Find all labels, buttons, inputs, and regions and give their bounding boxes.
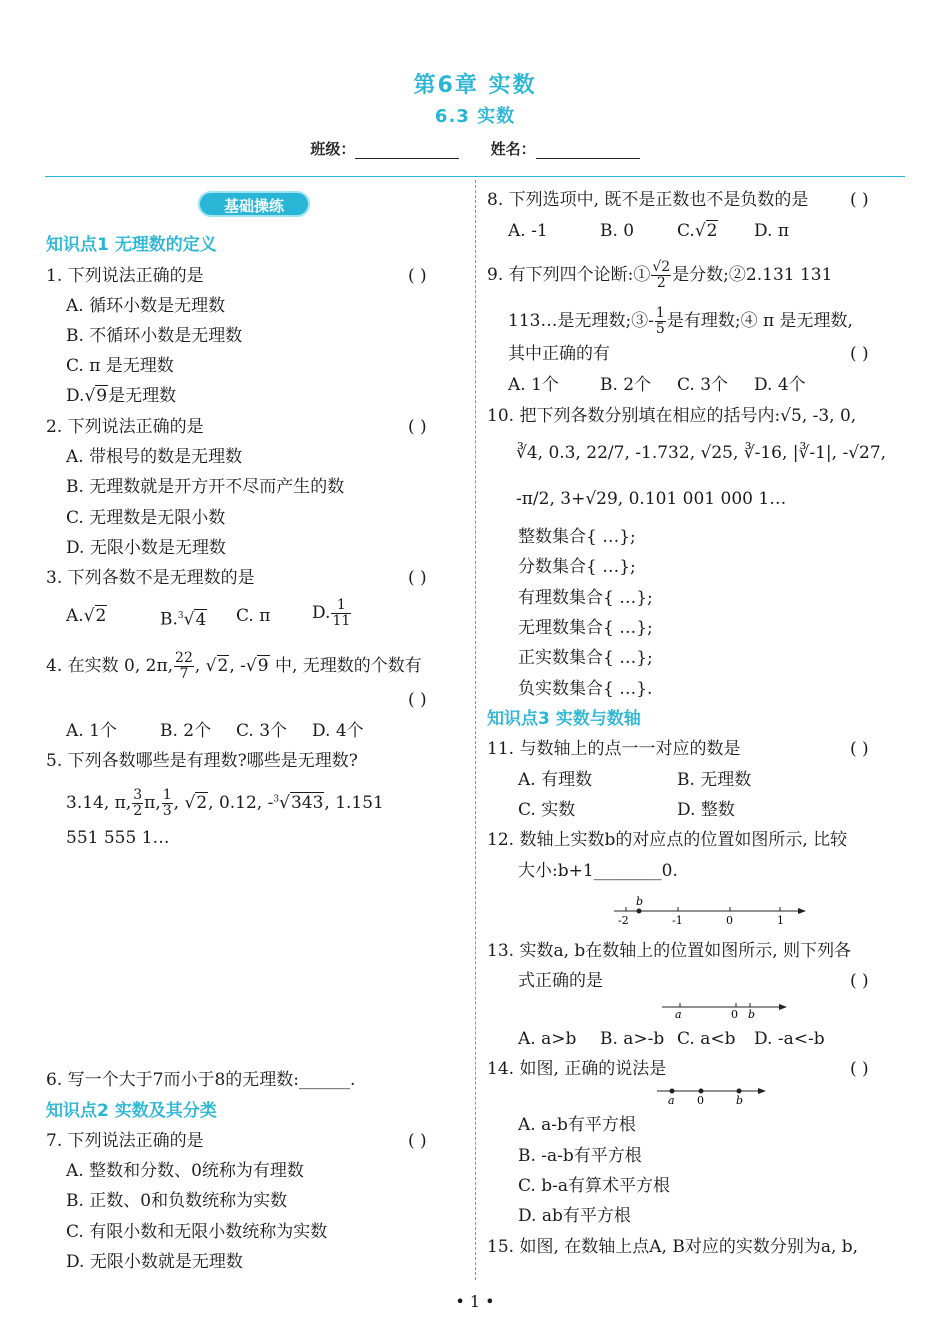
q4-stem: 4. 在实数 0, 2π, $\frac{22}{7}$ , √2, -√9 中, 无理数的个数有	[46, 650, 422, 682]
q9-line1: 9. 有下列四个论断:① $\frac{√2}{2}$ 是分数;②2.131 131	[487, 259, 833, 291]
q14-answer[interactable]: ( )	[850, 1059, 869, 1079]
q8-option-b[interactable]: B. 0	[600, 221, 635, 241]
q3-option-c[interactable]: C. π	[236, 606, 271, 626]
q13-label-b: b	[748, 1008, 756, 1021]
class-label: 班级：	[310, 140, 356, 158]
class-blank[interactable]	[355, 144, 459, 159]
q10-line1: 10. 把下列各数分别填在相应的括号内:√5, -3, 0,	[487, 406, 857, 426]
q3-option-d[interactable]: D. $\frac{1}{11}$	[312, 597, 351, 629]
q14-option-b[interactable]: B. -a-b有平方根	[518, 1146, 642, 1166]
q12-number-line	[610, 893, 810, 927]
q14-number-line	[655, 1082, 770, 1108]
q9-option-d[interactable]: D. 4个	[754, 375, 806, 395]
q5-numbers-line2: 551 555 1…	[66, 828, 170, 848]
q14-stem: 14. 如图, 正确的说法是	[487, 1059, 667, 1079]
q8-option-c[interactable]: C.√2	[677, 221, 718, 241]
q14-label-0: 0	[697, 1094, 704, 1107]
q13-option-a[interactable]: A. a>b	[518, 1029, 577, 1049]
q13-line2: 式正确的是	[518, 971, 603, 991]
q13-option-c[interactable]: C. a<b	[677, 1029, 736, 1049]
q9-line3: 其中正确的有	[508, 344, 610, 364]
q4-option-a[interactable]: A. 1个	[66, 721, 117, 741]
q9-option-b[interactable]: B. 2个	[600, 375, 652, 395]
q13-label-a: a	[675, 1008, 682, 1021]
q3-stem: 3. 下列各数不是无理数的是	[46, 568, 255, 588]
q12-line1: 12. 数轴上实数b的对应点的位置如图所示, 比较	[487, 830, 848, 850]
q12-line2[interactable]: 大小:b+1________0.	[518, 861, 678, 881]
q9-option-a[interactable]: A. 1个	[508, 375, 559, 395]
column-divider	[475, 180, 476, 1280]
q3-option-b[interactable]: B.$^3$√4	[160, 609, 207, 630]
q12-label-b: b	[636, 895, 644, 908]
q4-answer[interactable]: ( )	[408, 690, 427, 710]
q1-option-b[interactable]: B. 不循环小数是无理数	[66, 326, 243, 346]
section-badge: 基础操练	[198, 191, 310, 217]
q14-label-a: a	[668, 1094, 675, 1107]
q10-set-positive-reals[interactable]: 正实数集合{ …};	[518, 648, 653, 668]
q11-stem: 11. 与数轴上的点一一对应的数是	[487, 739, 741, 759]
q9-line2: 113…是无理数;③- $\frac{1}{5}$ 是有理数;④ π 是无理数,	[508, 305, 853, 337]
page-number: • 1 •	[455, 1292, 495, 1311]
q1-option-c[interactable]: C. π 是无理数	[66, 356, 174, 376]
q12-point-b	[637, 909, 642, 914]
name-blank[interactable]	[536, 144, 640, 159]
q3-answer[interactable]: ( )	[408, 568, 427, 588]
q10-set-irrationals[interactable]: 无理数集合{ …};	[518, 618, 653, 638]
q13-option-b[interactable]: B. a>-b	[600, 1029, 665, 1049]
q12-label-0: 0	[726, 914, 733, 927]
class-name-row	[0, 138, 950, 159]
knowledge-point-3: 知识点3 实数与数轴	[487, 709, 641, 729]
q7-option-d[interactable]: D. 无限小数就是无理数	[66, 1252, 243, 1272]
q10-set-rationals[interactable]: 有理数集合{ …};	[518, 588, 653, 608]
q13-option-d[interactable]: D. -a<-b	[754, 1029, 825, 1049]
q8-option-a[interactable]: A. -1	[508, 221, 548, 241]
q11-option-a[interactable]: A. 有理数	[518, 770, 593, 790]
name-label: 姓名：	[490, 140, 536, 158]
q13-number-line	[660, 997, 790, 1023]
q2-option-d[interactable]: D. 无限小数是无理数	[66, 538, 226, 558]
q10-line2: ∛4, 0.3, 22/7, -1.732, √25, ∛-16, |∛-1|, -√27,	[516, 443, 887, 463]
knowledge-point-2: 知识点2 实数及其分类	[46, 1101, 217, 1121]
q2-option-b[interactable]: B. 无理数就是开方开不尽而产生的数	[66, 477, 345, 497]
q2-stem: 2. 下列说法正确的是	[46, 417, 204, 437]
chapter-title: 第6章 实数	[413, 73, 537, 98]
q14-option-c[interactable]: C. b-a有算术平方根	[518, 1176, 670, 1196]
q14-point-b	[737, 1089, 742, 1094]
q14-point-0	[699, 1089, 704, 1094]
q9-option-c[interactable]: C. 3个	[677, 375, 729, 395]
q13-line1: 13. 实数a, b在数轴上的位置如图所示, 则下列各	[487, 941, 852, 961]
q7-stem: 7. 下列说法正确的是	[46, 1131, 204, 1151]
q8-stem: 8. 下列选项中, 既不是正数也不是负数的是	[487, 190, 809, 210]
q1-option-a[interactable]: A. 循环小数是无理数	[66, 296, 226, 316]
q15-stem: 15. 如图, 在数轴上点A, B对应的实数分别为a, b,	[487, 1237, 859, 1257]
q14-option-a[interactable]: A. a-b有平方根	[518, 1115, 636, 1135]
q7-option-c[interactable]: C. 有限小数和无限小数统称为实数	[66, 1222, 328, 1242]
knowledge-point-1: 知识点1 无理数的定义	[46, 235, 217, 255]
q5-numbers-line1: 3.14, π, $\frac{3}{2}$ π, $\frac{1}{3}$ , √2, 0.12, -$^3$√343, 1.151	[66, 787, 384, 819]
q12-label-m1: -1	[672, 914, 683, 927]
q10-set-fractions[interactable]: 分数集合{ …};	[518, 557, 636, 577]
q11-option-d[interactable]: D. 整数	[677, 800, 735, 820]
q4-option-c[interactable]: C. 3个	[236, 721, 288, 741]
section-title: 6.3 实数	[434, 106, 516, 127]
q1-stem: 1. 下列说法正确的是	[46, 266, 204, 286]
q11-option-c[interactable]: C. 实数	[518, 800, 576, 820]
q4-option-d[interactable]: D. 4个	[312, 721, 364, 741]
q10-set-integers[interactable]: 整数集合{ …};	[518, 527, 636, 547]
q5-stem: 5. 下列各数哪些是有理数?哪些是无理数?	[46, 751, 358, 771]
q3-option-a[interactable]: A.√2	[66, 606, 107, 626]
q2-answer[interactable]: ( )	[408, 417, 427, 437]
q11-answer[interactable]: ( )	[850, 739, 869, 759]
q9-answer[interactable]: ( )	[850, 344, 869, 364]
q4-option-b[interactable]: B. 2个	[160, 721, 212, 741]
q8-option-d[interactable]: D. π	[754, 221, 790, 241]
q6[interactable]: 6. 写一个大于7而小于8的无理数:______.	[46, 1070, 356, 1090]
q13-answer[interactable]: ( )	[850, 971, 869, 991]
q1-option-d[interactable]: D.√9是无理数	[66, 386, 177, 406]
q12-label-1: 1	[777, 914, 784, 927]
q14-label-b: b	[736, 1094, 744, 1107]
q7-answer[interactable]: ( )	[408, 1131, 427, 1151]
q10-set-negative-reals[interactable]: 负实数集合{ …}.	[518, 679, 653, 699]
q10-line3: -π/2, 3+√29, 0.101 001 000 1…	[516, 489, 787, 509]
q2-option-a[interactable]: A. 带根号的数是无理数	[66, 447, 243, 467]
q12-label-m2: -2	[618, 914, 629, 927]
q14-option-d[interactable]: D. ab有平方根	[518, 1206, 631, 1226]
q2-option-c[interactable]: C. 无理数是无限小数	[66, 508, 226, 528]
q1-answer[interactable]: ( )	[408, 266, 427, 286]
header-divider	[45, 176, 905, 177]
q14-point-a	[670, 1089, 675, 1094]
q7-option-a[interactable]: A. 整数和分数、0统称为有理数	[66, 1161, 304, 1181]
q11-option-b[interactable]: B. 无理数	[677, 770, 752, 790]
q7-option-b[interactable]: B. 正数、0和负数统称为实数	[66, 1191, 288, 1211]
q8-answer[interactable]: ( )	[850, 190, 869, 210]
q13-label-0: 0	[731, 1008, 738, 1021]
